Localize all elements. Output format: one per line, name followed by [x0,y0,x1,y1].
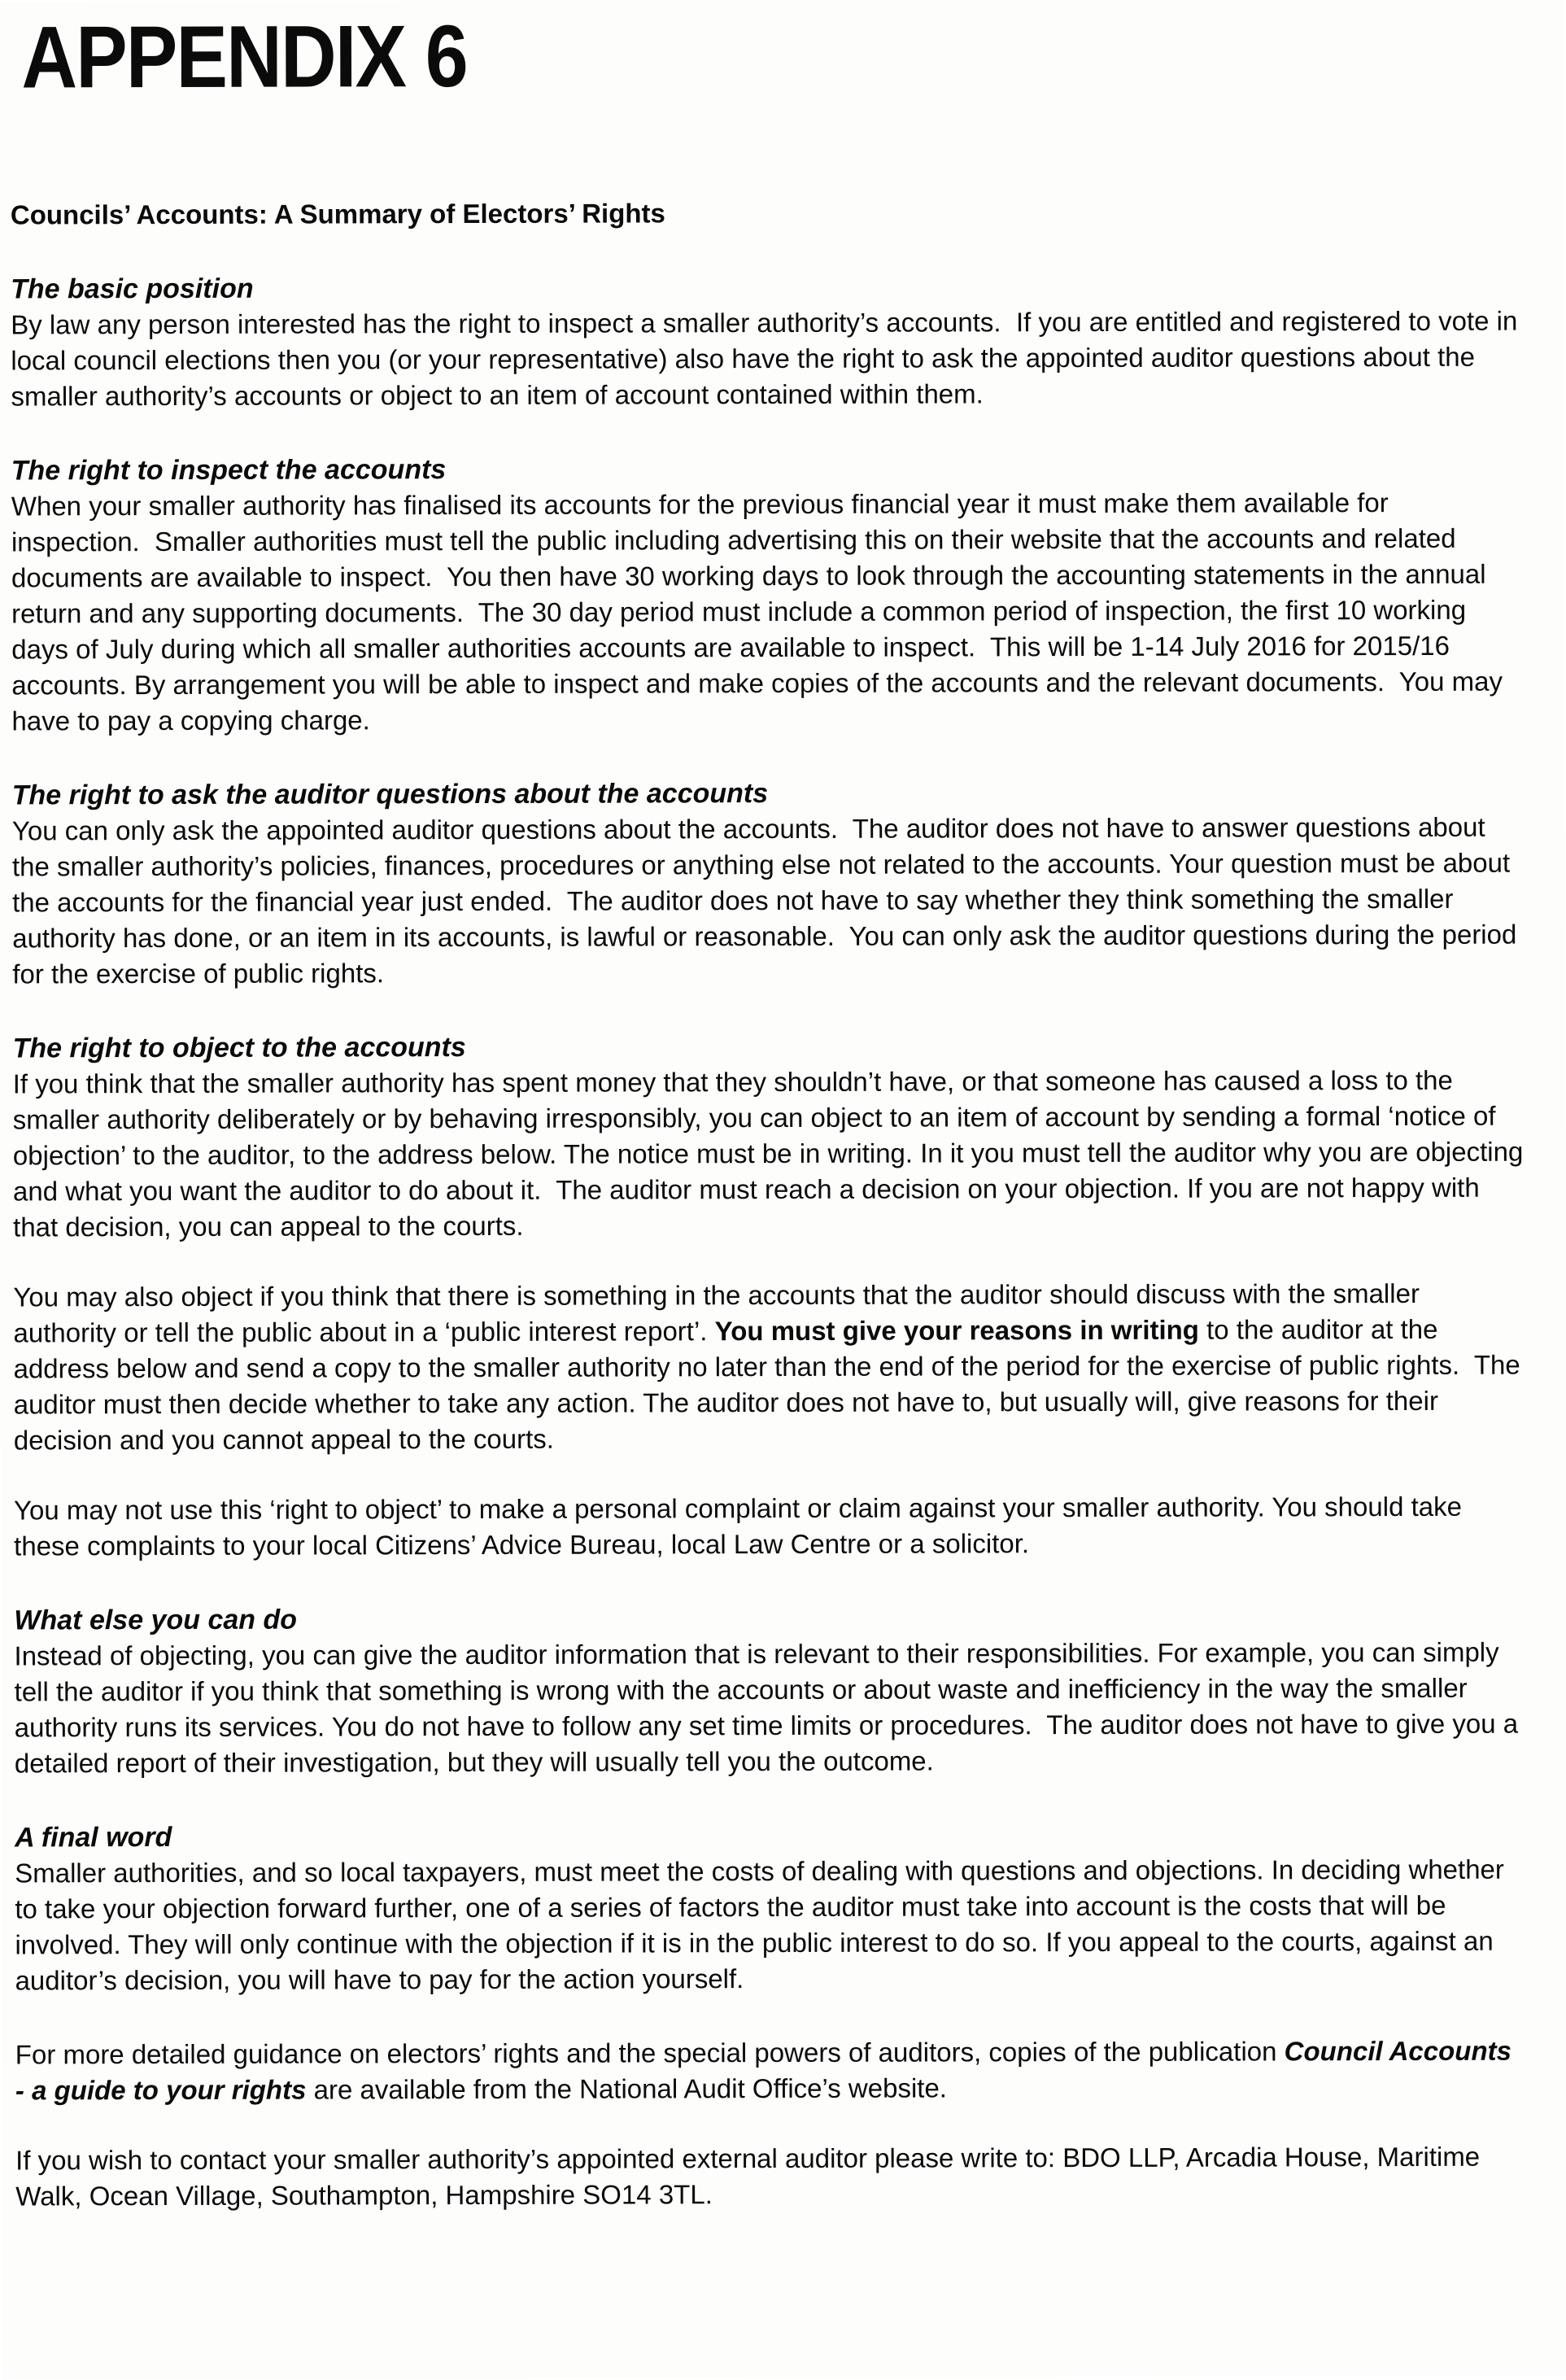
paragraph-right-to-inspect: When your smaller authority has finalised its accounts for the previous financial year it must make them available for inspection. Smaller authorities must tell the public including advertising this on their website that the accounts and related documents are available to inspect. You then have 30 working days to look through the accounting statements in the annual return and any supporting documents. The 30 day period must include a common period of inspection, the first 10 working days of July during which all smaller authorities accounts are available to inspect. This will be 1-14 July 2016 for 2015/16 accounts. By arrangement you will be able to inspect and make copies of the accounts and the relevant documents. You may have to pay a copying charge. [11,487,1511,736]
paragraph-right-to-object-2 [13,1276,1528,1459]
text-run: to the auditor at the address below and send a copy to the smaller authority no later than the end of the period for the exercise of public rights. The auditor must then decide whether to take any action. The auditor does not have to, but usually will, give reasons for their decision and you cannot appeal to the courts. [13,1313,1528,1456]
paragraph-right-to-object-3: You may not use this ‘right to object’ to make a personal complaint or claim against your smaller authority. You should take these complaints to your local Citizens’ Advice Bureau, local Law Centre or a solicitor. [13,1491,1470,1561]
text-run: For more detailed guidance on electors’ rights and the special powers of auditors, copies of the publication [15,2036,1285,2070]
section-a-final-word [15,1816,1526,1999]
closing-paragraphs [15,2033,1527,2215]
section-heading-a-final-word: A final word [15,1821,172,1854]
text-run: You may also object if you think that there is something in the accounts that the auditor should discuss with the smaller authority or tell the public about in a ‘public interest report’. [13,1277,1428,1348]
text-run: are available from the National Audit Office’s website. [306,2072,948,2105]
section-what-else-you-can-do [14,1599,1525,1782]
paragraph-what-else-you-can-do: Instead of objecting, you can give the auditor information that is relevant to their responsibilities. For example, you can simply tell the auditor if you think that something is wrong with the accounts or about waste and inefficiency in the way the smaller authority runs its services. You do not have to follow any set time limits or procedures. The auditor does not have to give you a detailed report of their investigation, but they will usually tell you the outcome. [14,1636,1526,1779]
paragraph-more-guidance [15,2033,1526,2109]
paragraph-basic-position: By law any person interested has the right to inspect a smaller authority’s accounts. If you are entitled and registered to vote in local council elections then you (or your representative) also have the right to ask the appointed auditor questions about the smaller authority’s accounts or object to an item of account contained within them. [11,305,1525,412]
section-heading-basic-position: The basic position [11,273,254,305]
section-heading-right-to-inspect: The right to inspect the accounts [11,454,447,487]
section-basic-position [11,268,1525,415]
paragraph-right-to-ask-questions: You can only ask the appointed auditor questions about the accounts. The auditor does not have to answer questions about the smaller authority’s policies, finances, procedures or anything else not related to the accounts. Your question must be about the accounts for the financial year just ended. The auditor does not have to say whether they think something the smaller authority has done, or an item in its accounts, is lawful or reasonable. You can only ask the auditor questions during the period for the exercise of public rights. [11,811,1525,989]
section-heading-what-else-you-can-do: What else you can do [14,1604,298,1636]
paragraph-auditor-contact: If you wish to contact your smaller authority’s appointed external auditor please write to: BDO LLP, Arcadia House, Maritime Walk, Ocean Village, Southampton, Hampshire SO14 3TL. [15,2141,1488,2212]
bold-text-run: You must give your reasons in writing [714,1314,1199,1347]
section-right-to-object [12,1027,1531,1565]
document-subtitle: Councils’ Accounts: A Summary of Electors’ Rights [10,198,665,230]
publication-title-text-run: Council Accounts - a guide to your rights [15,2035,1520,2106]
paragraph-a-final-word: Smaller authorities, and so local taxpayers, must meet the costs of dealing with questions and objections. In deciding whether to take your objection forward further, one of a series of factors the auditor must take into account is the costs that will be involved. They will only continue with the objection if it is in the public interest to do so. If you appeal to the courts, against an auditor’s decision, you will have to pay for the action yourself. [15,1854,1512,1996]
section-heading-right-to-object: The right to object to the accounts [12,1032,466,1064]
section-right-to-ask-questions [12,774,1524,993]
section-right-to-inspect [11,449,1523,740]
section-heading-right-to-ask-questions: The right to ask the auditor questions about the accounts [11,778,769,811]
appendix-title: APPENDIX 6 [21,7,468,107]
paragraph-right-to-object-1: If you think that the smaller authority has spent money that they shouldn’t have, or that someone has caused a loss to the smaller authority deliberately or by behaving irresponsibly, you can object to an item of account by sending a formal ‘notice of objection’ to the auditor, to the address below. The notice must be in writing. In it you must tell the auditor why you are objecting and what you want the auditor to do about it. The auditor must reach a decision on your objection. If you are not happy with that decision, you can appeal to the courts. [12,1064,1531,1242]
